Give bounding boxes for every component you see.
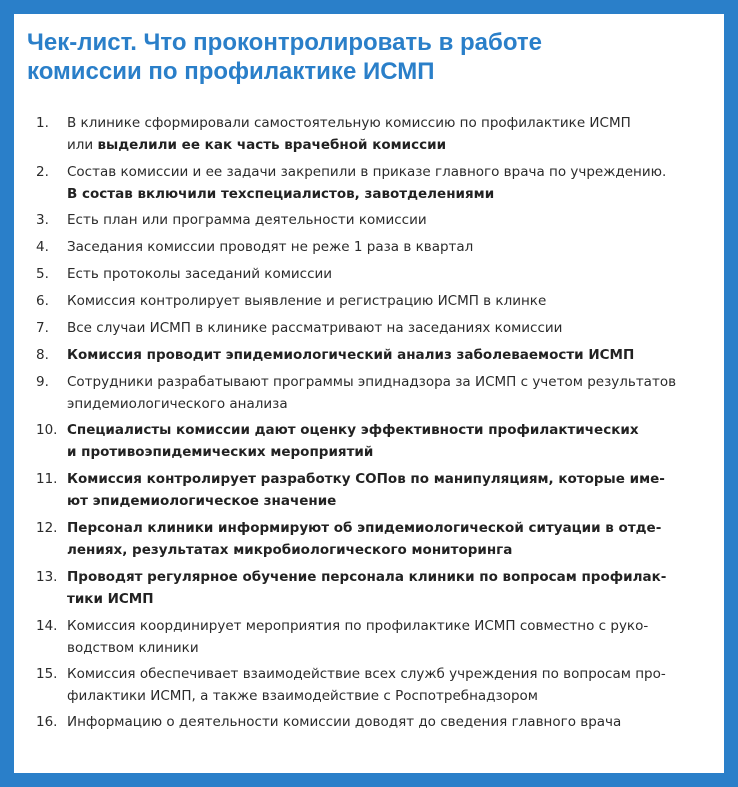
item-text: Все случаи ИСМП в клинике рассматривают на заседаниях комиссии: [67, 320, 563, 336]
item-number: 4.: [36, 239, 49, 255]
title-line-1: Чек-лист. Что проконтролировать в работе: [27, 29, 543, 56]
item-text: Проводят регулярное обучение персонала клиники по вопросам профилак- тики ИСМП: [67, 569, 667, 607]
item-text: Специалисты комиссии дают оценку эффективности профилактических и противоэпидемических мероприятий: [67, 422, 639, 460]
item-text: В клинике сформировали самостоятельную комиссию по профилактике ИСМП или выделили ее как часть врачебной комиссии: [67, 115, 631, 153]
item-text: Состав комиссии и ее задачи закрепили в приказе главного врача по учреждению. В состав включили техспециалистов, завотделениями: [67, 164, 667, 202]
item-number: 1.: [36, 115, 49, 131]
item-number: 9.: [36, 374, 49, 390]
item-number: 14.: [36, 618, 58, 634]
item-text: Информацию о деятельности комиссии доводят до сведения главного врача: [67, 714, 622, 730]
item-number: 3.: [36, 212, 49, 228]
page-title: [27, 28, 717, 86]
item-text: Персонал клиники информируют об эпидемиологической ситуации в отде- лениях, результатах микробиологического мониторинга: [67, 520, 662, 558]
item-number: 6.: [36, 293, 49, 309]
item-number: 15.: [36, 666, 58, 682]
item-number: 7.: [36, 320, 49, 336]
item-number: 10.: [36, 422, 58, 438]
item-text: Заседания комиссии проводят не реже 1 раза в квартал: [67, 239, 474, 255]
item-number: 5.: [36, 266, 49, 282]
item-number: 8.: [36, 347, 49, 363]
item-number: 16.: [36, 714, 58, 730]
item-number: 2.: [36, 164, 49, 180]
item-number: 13.: [36, 569, 58, 585]
item-text: Есть протоколы заседаний комиссии: [67, 266, 333, 282]
item-number: 12.: [36, 520, 58, 536]
item-number: 11.: [36, 471, 58, 487]
item-text: Комиссия координирует мероприятия по профилактике ИСМП совместно с руко- водством клиники: [67, 618, 649, 656]
item-text: Комиссия обеспечивает взаимодействие всех служб учреждения по вопросам про- филактики ИСМП, а также взаимодействие с Роспотребнадзором: [67, 666, 666, 704]
item-text: Комиссия проводит эпидемиологический анализ заболеваемости ИСМП: [67, 347, 635, 363]
title-line-2: комиссии по профилактике ИСМП: [27, 58, 435, 85]
item-text: Есть план или программа деятельности комиссии: [67, 212, 427, 228]
item-text: Комиссия контролирует разработку СОПов по манипуляциям, которые име- ют эпидемиологическое значение: [67, 471, 665, 509]
item-text: Комиссия контролирует выявление и регистрацию ИСМП в клинке: [67, 293, 547, 309]
item-text: Сотрудники разрабатывают программы эпиднадзора за ИСМП с учетом результатов эпидемиологического анализа: [67, 374, 677, 412]
